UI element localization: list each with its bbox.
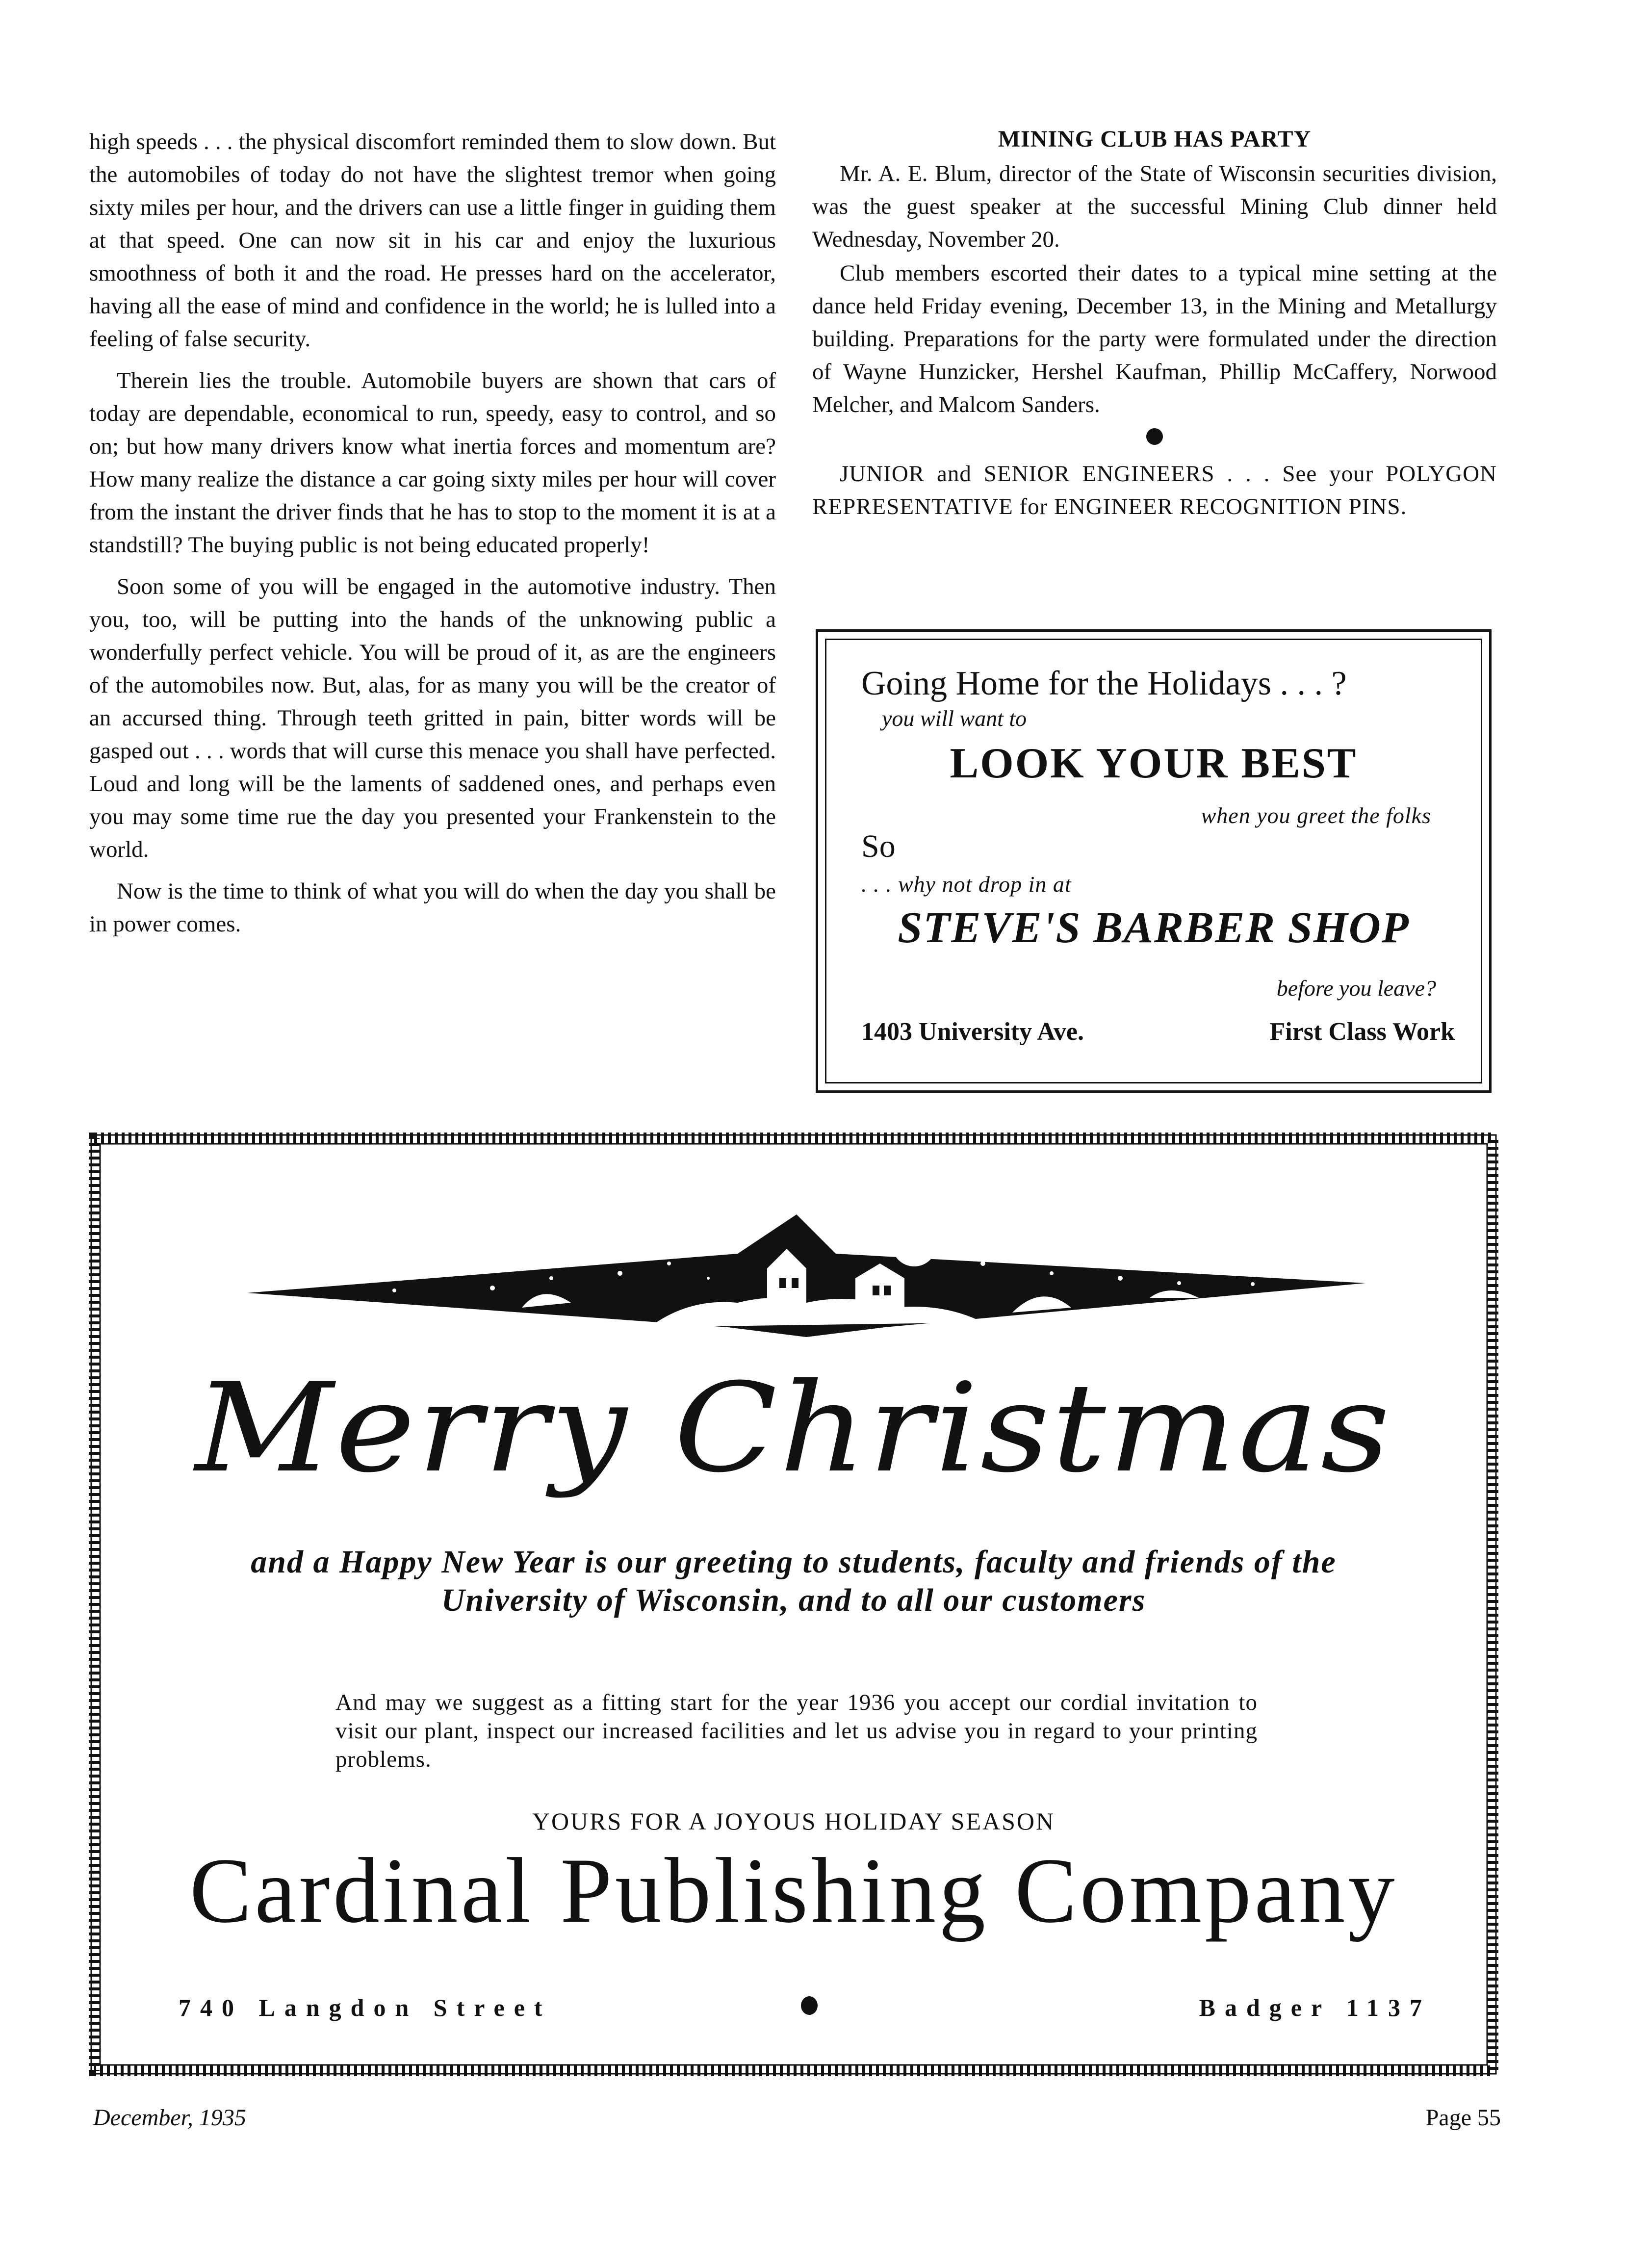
company-name: Cardinal Publishing Company: [189, 1839, 1398, 1942]
recognition-pins-notice: JUNIOR and SENIOR ENGINEERS . . . See your POLYGON REPRESENTATIVE for ENGINEER RECOGNITION PINS.: [812, 461, 1497, 519]
barber-ad-so: So: [861, 828, 896, 864]
article-paragraph: high speeds . . . the physical discomfort reminded them to slow down. But the automobiles of today do not have the slightest tremor when going sixty miles per hour, and the drivers can use a little finger in guiding them at that speed. One can now sit in his car and enjoy the luxurious smoothness of both it and the road. He presses hard on the accelerator, having all the ease of mind and confidence in the world; he is lulled into a feeling of false security.: [89, 129, 776, 352]
christmas-closing: YOURS FOR A JOYOUS HOLIDAY SEASON: [532, 1807, 1056, 1835]
mining-club-heading: MINING CLUB HAS PARTY: [998, 126, 1312, 152]
christmas-greeting: and a Happy New Year is our greeting to students, faculty and friends of the University of Wisconsin, and to all our customers: [251, 1544, 1337, 1618]
barber-ad-drop-in: . . . why not drop in at: [861, 872, 1072, 897]
company-phone: Badger 1137: [1199, 1994, 1431, 2021]
barber-ad-shop-name: STEVE'S BARBER SHOP: [898, 903, 1410, 952]
barber-ad-want: you will want to: [882, 706, 1027, 731]
barber-shop-ad: [816, 629, 1492, 1093]
barber-ad-headline: Going Home for the Holidays . . . ?: [861, 665, 1347, 702]
article-paragraph: Soon some of you will be engaged in the automotive industry. Then you, too, will be putting into the hands of the unknowing public a wonderfully perfect vehicle. You will be proud of it, as are the engineers of the automobiles now. But, alas, for as many you will be the creator of an accursed thing. Through teeth gritted in pain, bitter words will be gasped out . . . words that will curse this menace you shall have perfected. Loud and long will be the laments of saddened ones, and perhaps even you may some time rue the day you presented your Frankenstein to the world.: [89, 574, 776, 862]
mining-club-paragraph: Mr. A. E. Blum, director of the State of Wisconsin securities division, was the guest speaker at the successful Mining Club dinner held Wednesday, November 20.: [812, 161, 1497, 252]
barber-ad-greet: when you greet the folks: [1201, 803, 1431, 828]
company-address: 740 Langdon Street: [179, 1994, 552, 2021]
article-paragraph: Now is the time to think of what you will do when the day you shall be in power comes.: [89, 878, 776, 937]
christmas-suggestion: And may we suggest as a fitting start for the year 1936 you accept our cordial invitation to visit our plant, inspect our increased facilities and let us advise you in regard to your printing problems.: [335, 1690, 1258, 1772]
bullet-separator: [1146, 428, 1163, 445]
article-column: [89, 126, 776, 950]
barber-ad-look-best: LOOK YOUR BEST: [950, 740, 1358, 787]
barber-ad-address: 1403 University Ave.: [861, 1018, 1084, 1046]
merry-christmas-title: Merry Christmas: [195, 1357, 1392, 1499]
bullet-separator: [801, 1996, 818, 2015]
mining-club-column: [812, 123, 1497, 532]
winter-village-icon: [247, 1180, 1365, 1347]
christmas-ad: [87, 1131, 1500, 2078]
footer-page-number: Page 55: [1425, 2105, 1501, 2131]
barber-ad-tagline: First Class Work: [1269, 1018, 1455, 1046]
footer-date: December, 1935: [93, 2105, 246, 2131]
article-paragraph: Therein lies the trouble. Automobile buyers are shown that cars of today are dependable, economical to run, speedy, easy to control, and so on; but how many drivers know what inertia forces and momentum are? How many realize the distance a car going sixty miles per hour will cover from the instant the driver finds that he has to stop to the moment it is at a standstill? The buying public is not being educated properly!: [89, 368, 776, 558]
mining-club-paragraph: Club members escorted their dates to a typical mine setting at the dance held Friday evening, December 13, in the Mining and Metallurgy building. Preparations for the party were formulated under the direction of Wayne Hunzicker, Hershel Kaufman, Phillip McCaffery, Norwood Melcher, and Malcom Sanders.: [812, 260, 1497, 417]
barber-ad-before-leave: before you leave?: [1276, 976, 1436, 1001]
